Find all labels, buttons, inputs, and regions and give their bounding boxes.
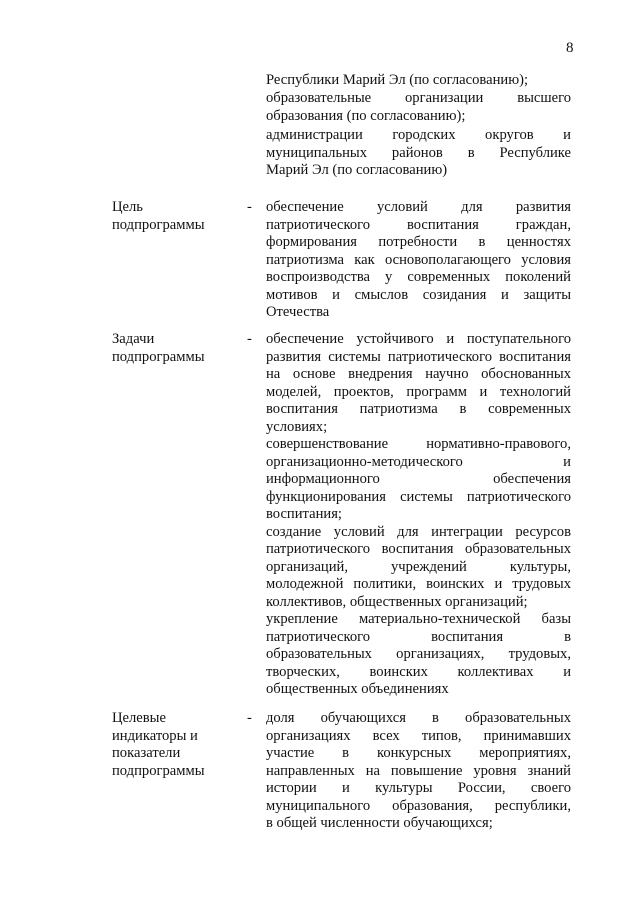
section-label: подпрограммы [112,762,205,779]
section-text-line: организаций, учреждений культуры, [266,558,571,575]
section-text-line: образовательных организациях, трудовых, [266,646,571,662]
section-label: подпрограммы [112,348,205,365]
section-text-line: муниципального образования, республики, [266,797,571,814]
page-number: 8 [566,40,574,56]
section-text-line: обеспечение устойчивого и поступательного [266,331,571,347]
section-label: Задачи [112,331,155,347]
section-text-line: творческих, воинских коллективах и [266,663,571,680]
section-text-line: общественных объединениях [266,681,449,697]
section-text-line: организациях всех типов, принимавших [266,727,571,744]
section-text-line: укрепление материально-технической базы [266,611,571,627]
intro-line: Республики Марий Эл (по согласованию); [266,72,529,88]
section-text-line: на основе внедрения научно обоснованных [266,366,571,382]
section-text-line: патриотического воспитания в [266,628,571,645]
section-text-line: истории и культуры России, своего [266,780,571,796]
section-label: показатели [112,745,181,761]
intro-line: администрации городских округов и [266,127,571,143]
section-text-line: участие в конкурсных мероприятиях, [266,745,571,761]
section-text-line: информационного обеспечения [266,471,571,487]
section-text-line: условиях; [266,418,328,435]
section-text-line: в общей численности обучающихся; [266,815,493,831]
section-text-line: совершенствование нормативно-правового, [266,436,571,452]
section-dash: - [247,199,252,215]
section-text-line: коллективов, общественных организаций; [266,593,528,610]
section-text-line: воспроизводства у современных поколений [266,269,571,285]
section-text-line: формирования потребности в ценностях [266,234,571,250]
intro-line: Марий Эл (по согласованию) [266,162,448,178]
section-text-line: патриотического воспитания граждан, [266,216,571,233]
section-label: Цель [112,199,143,215]
section-text-line: направленных на повышение уровня знаний [266,762,571,779]
intro-line: муниципальных районов в Республике [266,145,571,161]
section-label: Целевые [112,710,166,726]
section-text-line: мотивов и смыслов созидания и защиты [266,286,571,303]
section-text-line: патриотического воспитания образовательных [266,541,571,557]
section-text-line: патриотизма как основополагающего условия [266,251,571,268]
section-text-line: организационно-методического и [266,453,571,470]
intro-line: образовательные организации высшего [266,90,571,106]
section-text-line: воспитания патриотизма в современных [266,401,571,417]
section-text-line: обеспечение условий для развития [266,199,571,215]
section-text-line: функционирования системы патриотического [266,488,571,505]
section-text-line: доля обучающихся в образовательных [266,710,571,726]
intro-line: образования (по согласованию); [266,108,466,124]
section-dash: - [247,331,252,347]
section-text-line: моделей, проектов, программ и технологий [266,383,571,400]
section-label: индикаторы и [112,727,198,744]
section-text-line: развития системы патриотического воспитания [266,348,571,365]
section-label: подпрограммы [112,216,205,233]
section-text-line: создание условий для интеграции ресурсов [266,523,571,540]
section-text-line: воспитания; [266,506,342,522]
section-text-line: Отечества [266,304,330,320]
section-dash: - [247,710,252,726]
section-text-line: молодежной политики, воинских и трудовых [266,576,571,592]
